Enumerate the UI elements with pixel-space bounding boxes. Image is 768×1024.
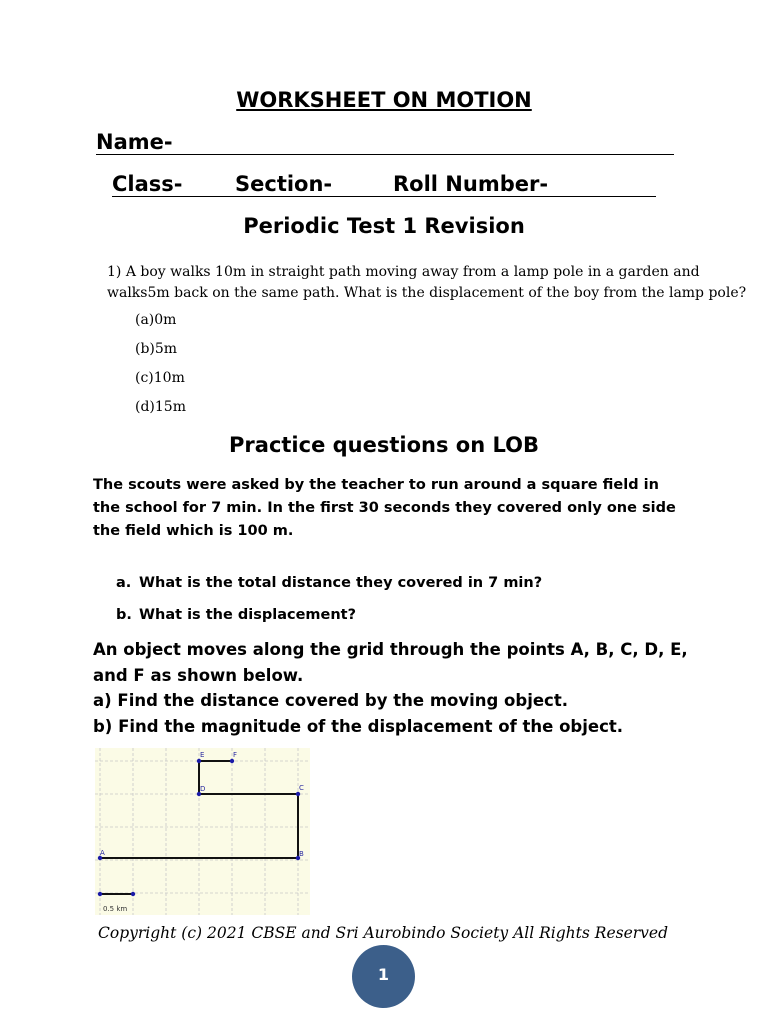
grid-question-line-2: and F as shown below.	[93, 665, 304, 685]
scouts-paragraph	[93, 474, 693, 543]
class-label: Class-	[112, 172, 183, 196]
name-label: Name-	[96, 130, 173, 154]
option-d: (d)15m	[135, 399, 186, 415]
grid-question-line-4: b) Find the magnitude of the displacement of the object.	[93, 716, 624, 736]
list-item-text: What is the displacement?	[139, 607, 357, 623]
point-c	[296, 792, 300, 796]
point-c-label: C	[299, 784, 304, 792]
grid-question-line-3: a) Find the distance covered by the moving object.	[93, 691, 568, 710]
scale-end	[131, 892, 135, 896]
point-f	[230, 759, 234, 763]
motion-grid-diagram	[95, 748, 310, 915]
point-e	[197, 759, 201, 763]
list-item-text: What is the total distance they covered in 7 min?	[139, 575, 543, 591]
name-field-row	[96, 130, 674, 155]
roll-number-label: Roll Number-	[393, 172, 549, 196]
scouts-line-1: The scouts were asked by the teacher to run around a square field in	[93, 477, 659, 493]
point-d-label: D	[200, 785, 206, 793]
point-e-label: E	[200, 751, 205, 759]
periodic-test-heading: Periodic Test 1 Revision	[243, 214, 525, 238]
option-c: (c)10m	[135, 370, 185, 386]
grid-background	[95, 748, 310, 915]
list-item	[116, 575, 542, 591]
practice-heading: Practice questions on LOB	[229, 433, 539, 457]
list-item	[116, 607, 356, 623]
list-marker: a.	[116, 575, 132, 591]
section-label: Section-	[235, 172, 333, 196]
page-number-badge: 1	[352, 945, 415, 1008]
question-1-line-2: walks5m back on the same path. What is the displacement of the boy from the lamp pole?	[107, 285, 747, 301]
grid-question	[93, 637, 743, 739]
scale-start	[98, 892, 102, 896]
scale-label: 0.5 km	[103, 905, 128, 913]
scouts-line-3: the field which is 100 m.	[93, 523, 294, 539]
point-f-label: F	[233, 751, 238, 759]
point-a-label: A	[100, 849, 105, 857]
question-1	[107, 262, 747, 304]
worksheet-title: WORKSHEET ON MOTION	[236, 88, 532, 112]
list-marker: b.	[116, 607, 132, 623]
option-a: (a)0m	[135, 312, 177, 328]
grid-question-line-1: An object moves along the grid through the points A, B, C, D, E,	[93, 640, 688, 659]
class-section-roll-row	[112, 172, 656, 197]
option-b: (b)5m	[135, 341, 178, 357]
question-1-line-1: 1) A boy walks 10m in straight path moving away from a lamp pole in a garden and	[107, 264, 700, 280]
copyright-text: Copyright (c) 2021 CBSE and Sri Aurobindo Society All Rights Reserved	[98, 924, 669, 942]
scouts-line-2: the school for 7 min. In the first 30 seconds they covered only one side	[93, 500, 676, 516]
point-b-label: B	[299, 850, 304, 858]
